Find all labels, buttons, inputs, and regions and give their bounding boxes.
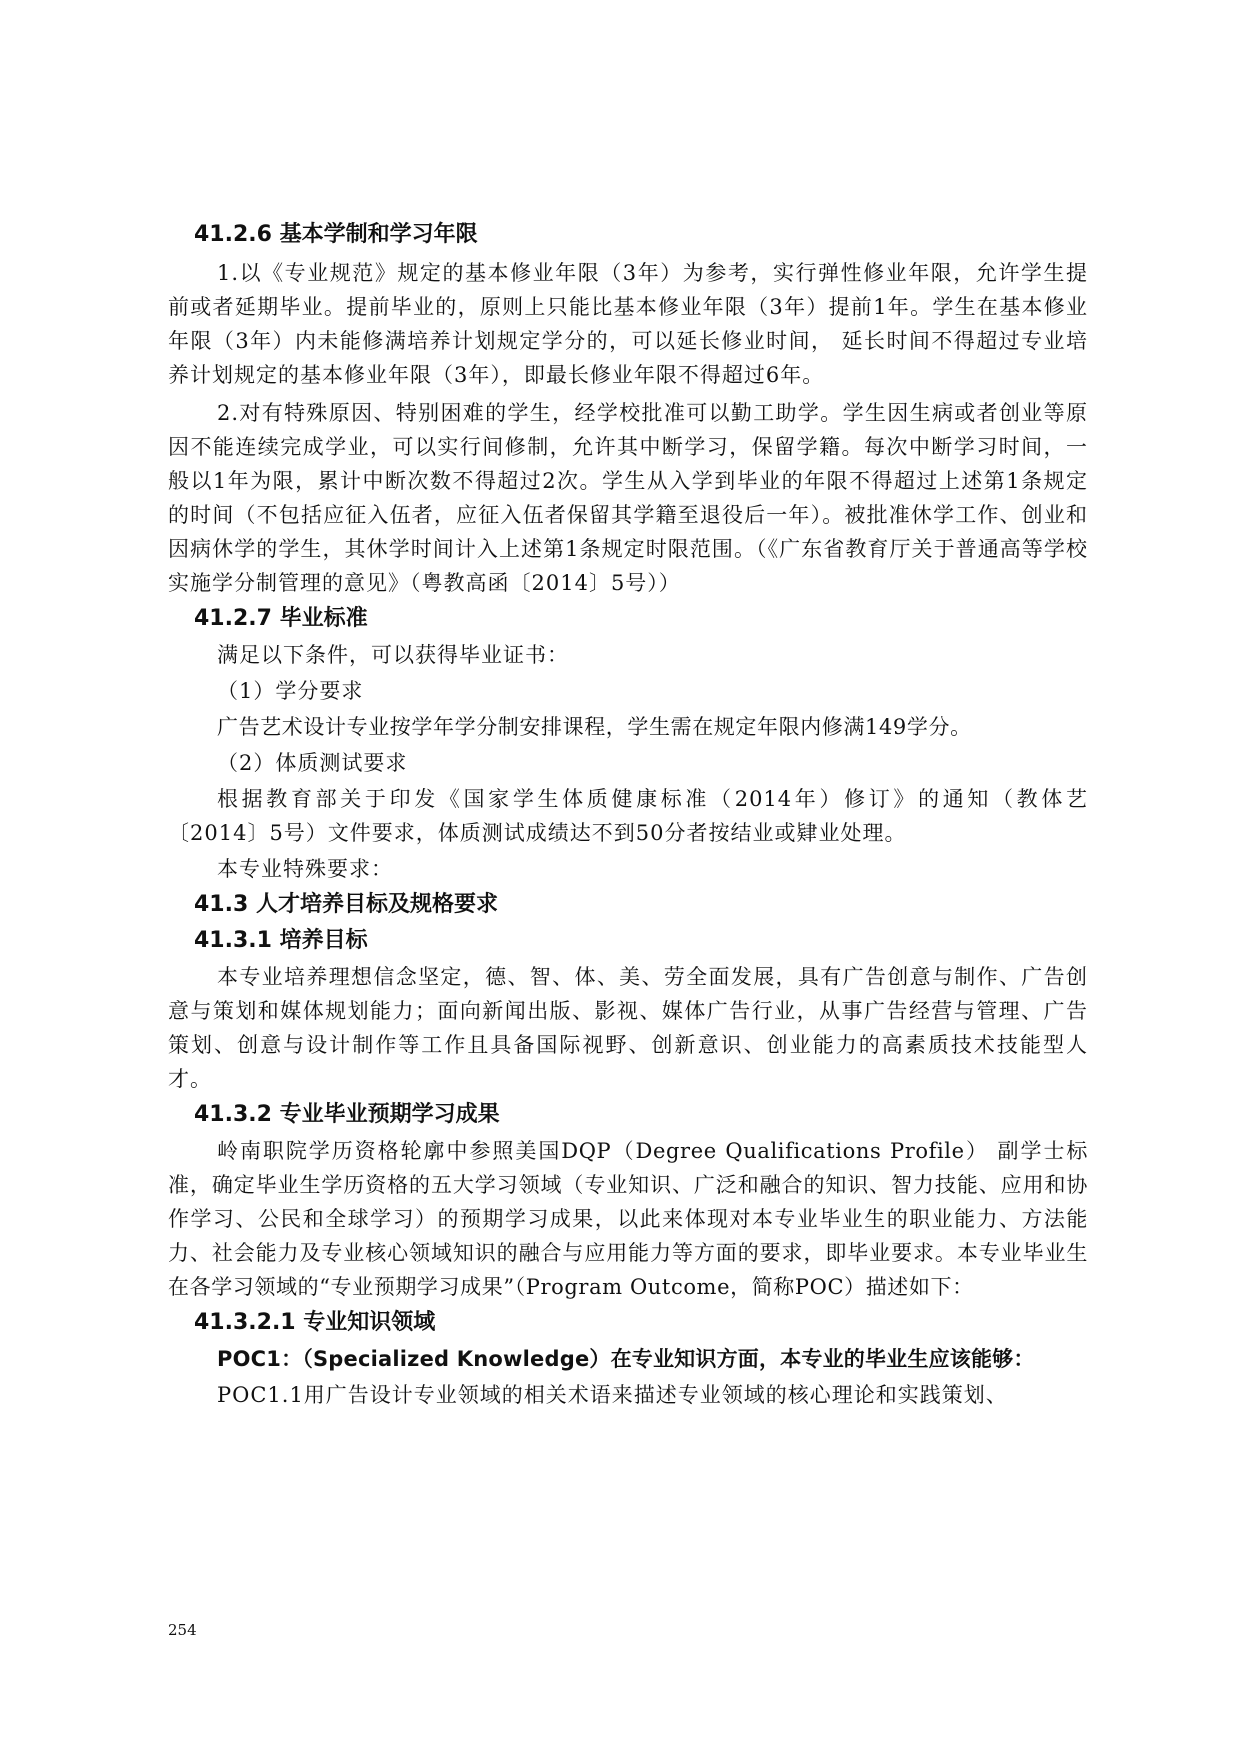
section-heading: 41.2.7 毕业标准: [194, 606, 368, 631]
subsection-heading: 41.3.1 培养目标: [194, 928, 368, 953]
section-heading: 41.2.6 基本学制和学习年限: [194, 222, 478, 247]
paragraph: 满足以下条件，可以获得毕业证书：: [217, 643, 569, 667]
paragraph: 本专业培养理想信念坚定，德、智、体、美、劳全面发展，具有广告创意与制作、广告创意与策划和媒体规划能力；面向新闻出版、影视、媒体广告行业，从事广告经营与管理、广告策划、创意与设计制作等工作且具备国际视野、创新意识、创业能力的高素质技术技能型人才。: [168, 965, 1088, 1091]
subsection-heading: 41.3.2 专业毕业预期学习成果: [194, 1102, 500, 1127]
paragraph: （2）体质测试要求: [217, 751, 408, 775]
paragraph: 岭南职院学历资格轮廓中参照美国DQP（Degree Qualifications Profile） 副学士标准，确定毕业生学历资格的五大学习领域（专业知识、广泛和融合的知识、智力技能、应用和协作学习、公民和全球学习）的预期学习成果，以此来体现对本专业毕业生的职业能力、方法能力、社会能力及专业核心领域知识的融合与应用能力等方面的要求，即毕业要求。本专业毕业生在各学习领域的“专业预期学习成果”（Program Outcome，简称POC）描述如下：: [168, 1139, 1088, 1299]
paragraph: 本专业特殊要求：: [217, 857, 393, 881]
paragraph: 广告艺术设计专业按学年学分制安排课程，学生需在规定年限内修满149学分。: [217, 715, 972, 739]
page-body: [168, 218, 1088, 1412]
section-heading: 41.3 人才培养目标及规格要求: [194, 892, 498, 917]
paragraph: POC1.1用广告设计专业领域的相关术语来描述专业领域的核心理论和实践策划、: [217, 1383, 1008, 1407]
paragraph: 根据教育部关于印发《国家学生体质健康标准（2014年）修订》的通知（教体艺〔2014〕5号）文件要求，体质测试成绩达不到50分者按结业或肄业处理。: [168, 787, 1088, 845]
subsection-heading: 41.3.2.1 专业知识领域: [194, 1310, 436, 1335]
page-number: 254: [168, 1621, 197, 1639]
poc-heading: POC1：（Specialized Knowledge）在专业知识方面，本专业的毕业生应该能够：: [217, 1347, 1035, 1371]
paragraph: （1）学分要求: [217, 679, 364, 703]
paragraph: 1.以《专业规范》规定的基本修业年限（3年）为参考，实行弹性修业年限，允许学生提前或者延期毕业。提前毕业的，原则上只能比基本修业年限（3年）提前1年。学生在基本修业年限（3年）内未能修满培养计划规定学分的，可以延长修业时间， 延长时间不得超过专业培养计划规定的基本修业年限（3年），即最长修业年限不得超过6年。: [168, 261, 1088, 387]
paragraph: 2.对有特殊原因、特别困难的学生，经学校批准可以勤工助学。学生因生病或者创业等原因不能连续完成学业，可以实行间修制，允许其中断学习，保留学籍。每次中断学习时间，一般以1年为限，累计中断次数不得超过2次。学生从入学到毕业的年限不得超过上述第1条规定的时间（不包括应征入伍者，应征入伍者保留其学籍至退役后一年）。被批准休学工作、创业和因病休学的学生，其休学时间计入上述第1条规定时限范围。（《广东省教育厅关于普通高等学校实施学分制管理的意见》（粤教高函〔2014〕5号））: [168, 401, 1088, 595]
